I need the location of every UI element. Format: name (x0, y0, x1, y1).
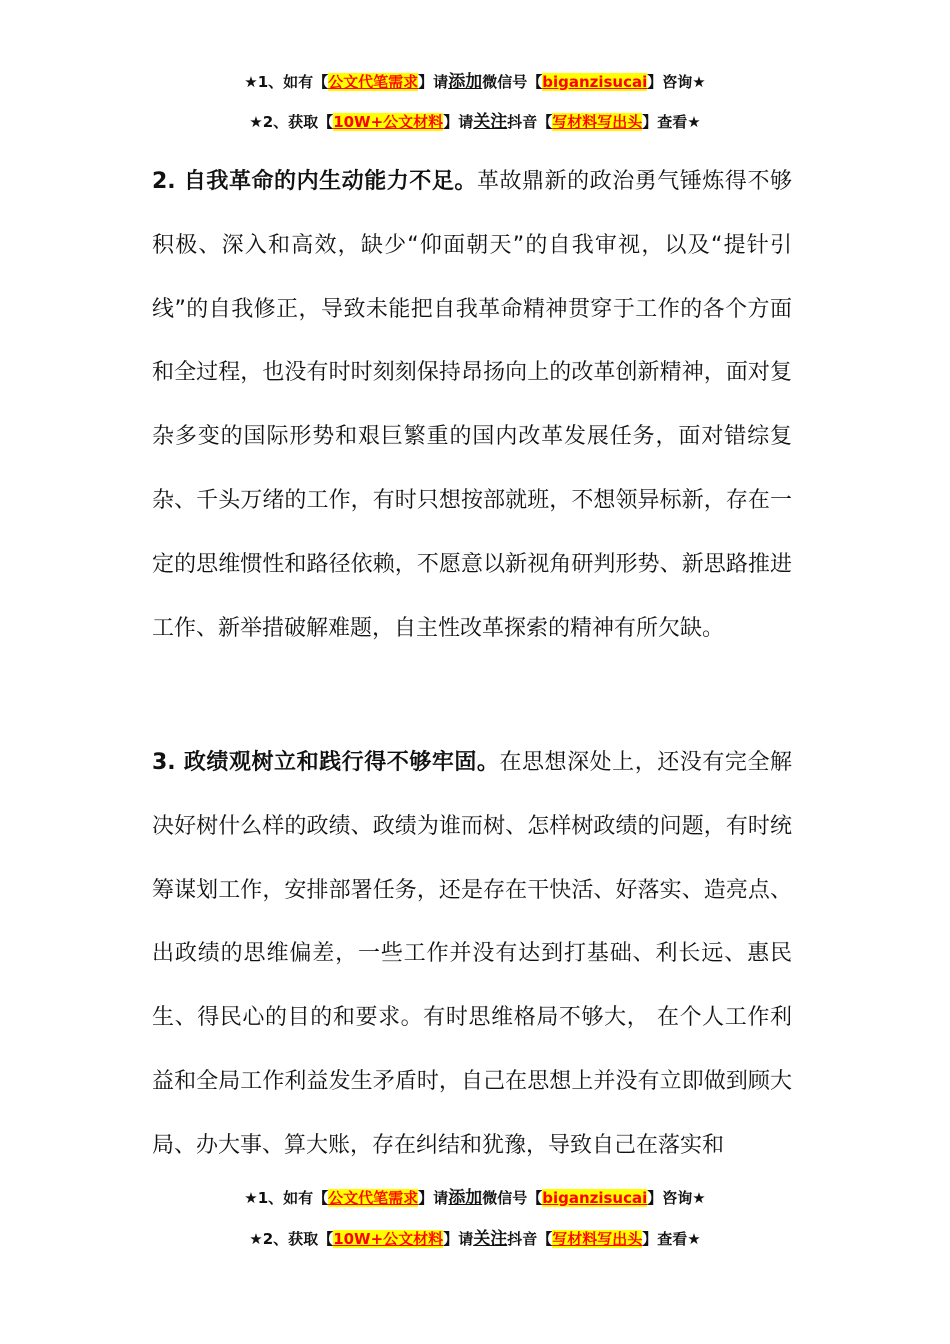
banner-text: ★1、如有【 (244, 73, 329, 91)
banner-text: 】查看★ (642, 113, 701, 131)
highlight-text: 公文代笔需求 (328, 73, 419, 91)
banner-text: 】查看★ (642, 1230, 701, 1248)
banner-text: ★1、如有【 (244, 1189, 329, 1207)
underlined-text: 关注 (473, 112, 508, 132)
promo-banner-line-1 (0, 72, 950, 92)
underlined-text: 关注 (473, 1229, 508, 1249)
promo-banner-footer-line-1 (0, 1188, 950, 1208)
paragraph (152, 150, 792, 660)
banner-text: 】请 (418, 1189, 449, 1207)
banner-text: 】请 (443, 113, 474, 131)
highlight-text: 10W+公文材料 (333, 113, 444, 131)
highlight-text: 公文代笔需求 (328, 1189, 419, 1207)
paragraph-body: 在思想深处上，还没有完全解决好树什么样的政绩、政绩为谁而树、怎样树政绩的问题，有时统筹谋划工作，安排部署任务，还是存在干快活、好落实、造亮点、出政绩的思维偏差，一些工作并没有达到打基础、利长远、惠民生、得民心的目的和要求。有时思维格局不够大， 在个人工作利益和全局工作利益发生矛盾时，自己在思想上并没有立即做到顾大局、办大事、算大账，存在纠结和犹豫，导致自己在落实和 (152, 750, 792, 1158)
banner-text: ★2、获取【 (249, 1230, 334, 1248)
wechat-id-highlight: biganzisucai (542, 73, 648, 91)
banner-text: ★2、获取【 (249, 113, 334, 131)
underlined-text: 添加 (448, 72, 483, 92)
promo-banner-line-2 (0, 112, 950, 132)
underlined-text: 添加 (448, 1188, 483, 1208)
banner-text: 微信号【 (482, 1189, 543, 1207)
highlight-text: 10W+公文材料 (333, 1230, 444, 1248)
banner-text: 】请 (443, 1230, 474, 1248)
banner-text: 】咨询★ (647, 73, 706, 91)
douyin-id-highlight: 写材料写出头 (552, 1230, 643, 1248)
douyin-id-highlight: 写材料写出头 (552, 113, 643, 131)
paragraph-heading: 2. 自我革命的内生动能力不足。 (152, 169, 477, 194)
promo-banner-footer-line-2 (0, 1229, 950, 1249)
document-body-section-1 (152, 150, 792, 660)
paragraph-body: 革故鼎新的政治勇气锤炼得不够积极、深入和高效，缺少“仰面朝天”的自我审视，以及“提针引线”的自我修正，导致未能把自我革命精神贯穿于工作的各个方面和全过程，也没有时时刻刻保持昂扬向上的改革创新精神，面对复杂多变的国际形势和艰巨繁重的国内改革发展任务，面对错综复杂、千头万绪的工作，有时只想按部就班，不想领异标新，存在一定的思维惯性和路径依赖，不愿意以新视角研判形势、新思路推进工作、新举措破解难题，自主性改革探索的精神有所欠缺。 (152, 169, 792, 641)
banner-text: 微信号【 (482, 73, 543, 91)
wechat-id-highlight: biganzisucai (542, 1189, 648, 1207)
paragraph-heading: 3. 政绩观树立和践行得不够牢固。 (152, 750, 500, 775)
document-body-section-2 (152, 731, 792, 1178)
paragraph (152, 731, 792, 1178)
banner-text: 抖音【 (507, 1230, 553, 1248)
banner-text: 】请 (418, 73, 449, 91)
banner-text: 】咨询★ (647, 1189, 706, 1207)
banner-text: 抖音【 (507, 113, 553, 131)
